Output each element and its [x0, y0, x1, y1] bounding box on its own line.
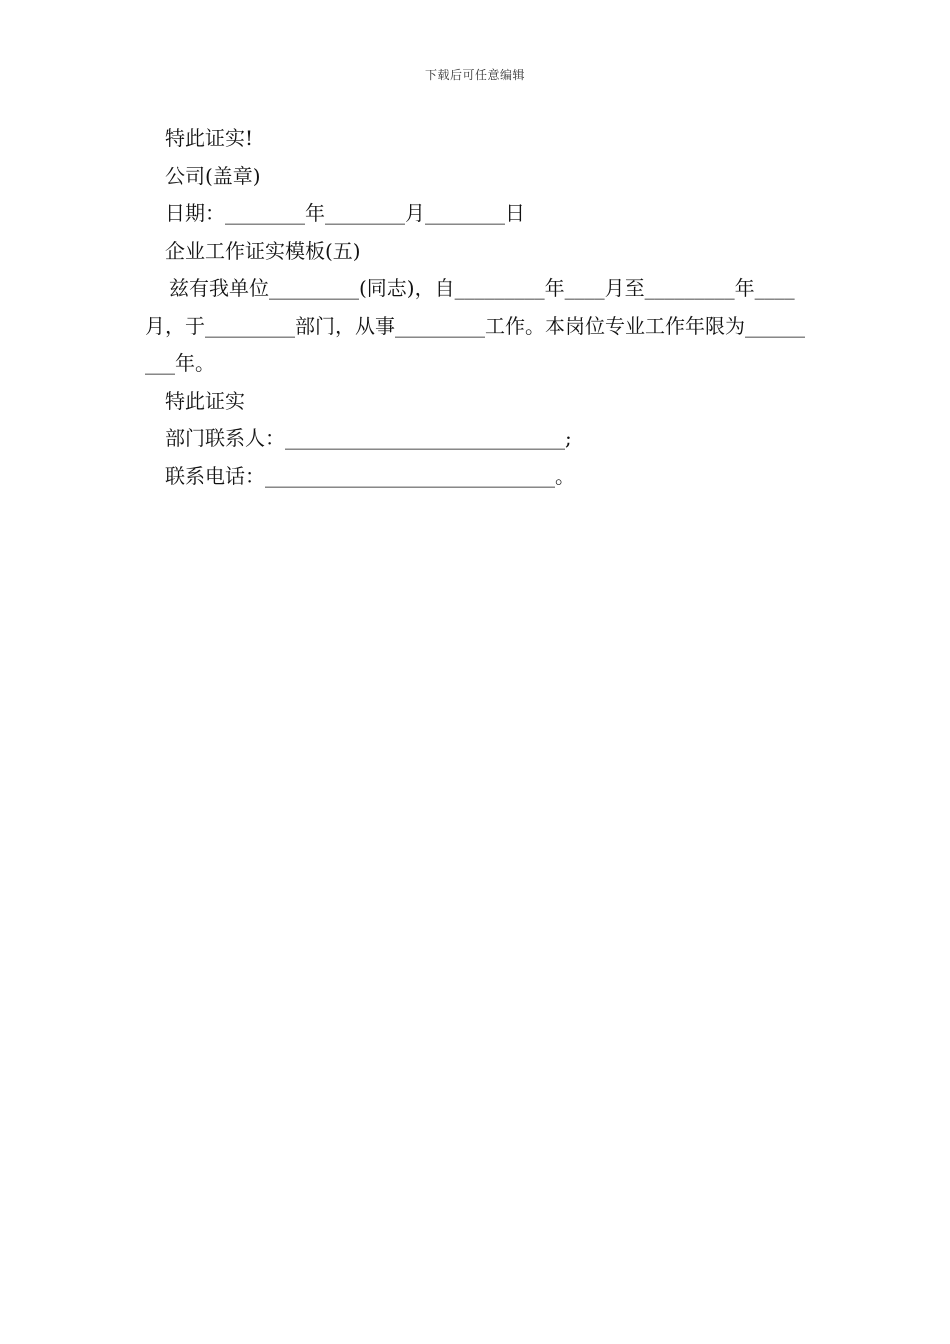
company-seal-line: 公司(盖章) [165, 163, 261, 188]
document-body [145, 120, 810, 495]
contact-phone-line: 联系电话：_____________________________。 [165, 463, 575, 488]
certify-statement-2: 特此证实 [165, 388, 245, 413]
date-line: 日期：________年________月________日 [165, 201, 525, 225]
certify-statement: 特此证实! [165, 126, 254, 150]
template-title: 企业工作证实模板(五) [165, 238, 361, 263]
page-header: 下载后可任意编辑 [424, 68, 525, 82]
contact-person-line: 部门联系人：____________________________; [165, 426, 572, 450]
certificate-body-paragraph: 兹有我单位_________(同志)，自_________年____月至_________年____月，于_________部门，从事_________工作。本岗位专业工作年限为_________年。 [145, 276, 805, 375]
